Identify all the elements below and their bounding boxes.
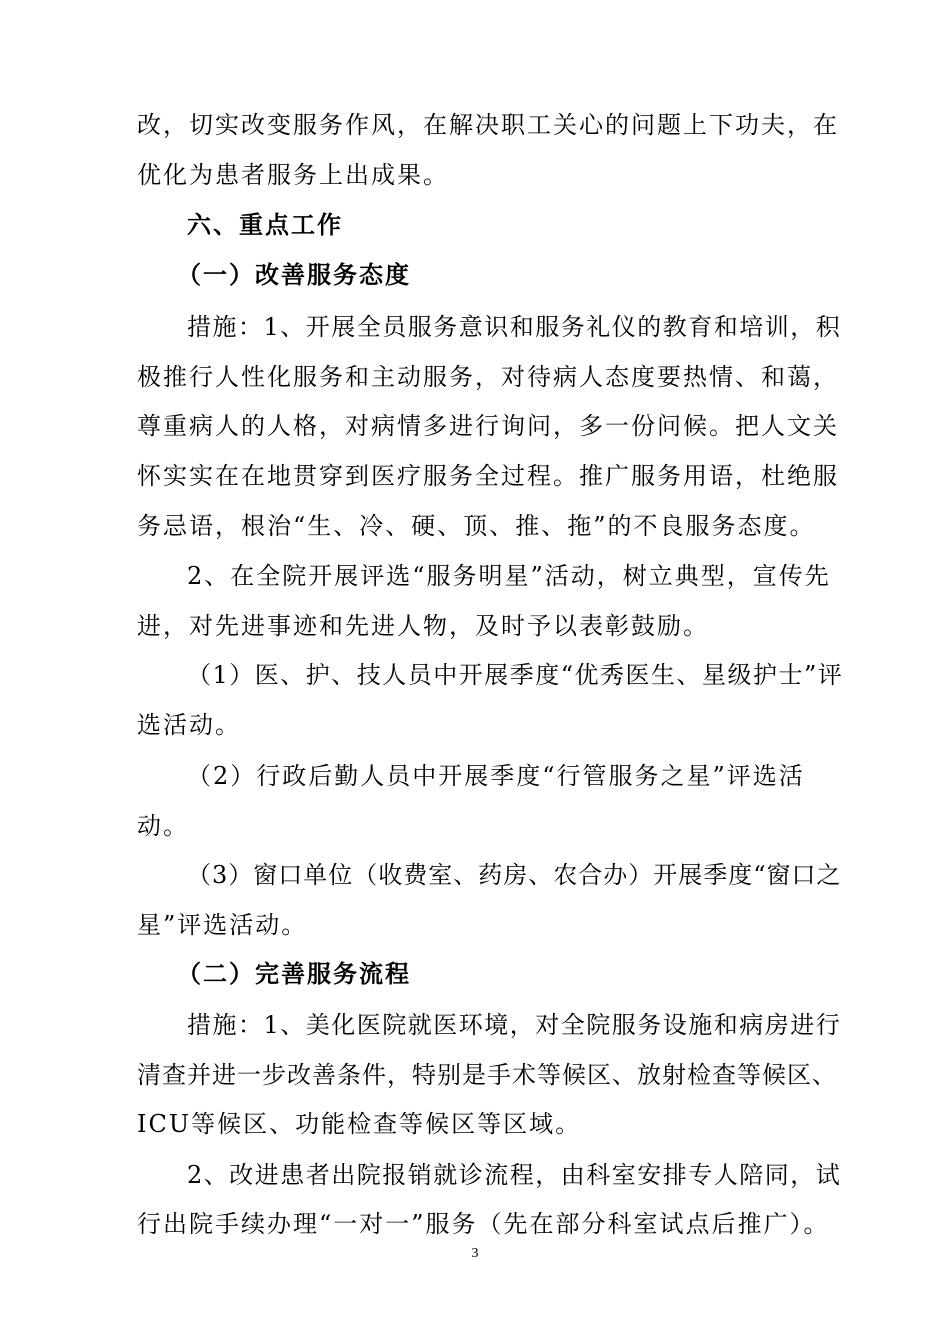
body-line: 怀实实在在地贯穿到医疗服务全过程。推广服务用语，杜绝服	[137, 462, 839, 490]
subsection-heading: （二）完善服务流程	[177, 959, 411, 988]
body-line: 清查并进一步改善条件，特别是手术等候区、放射检查等候区、	[137, 1061, 837, 1089]
body-line: 动。	[137, 812, 189, 840]
body-line: 2、改进患者出院报销就诊流程，由科室安排专人陪同，试	[187, 1161, 842, 1189]
body-line: ICU等候区、功能检查等候区等区域。	[137, 1110, 582, 1138]
body-line: 措施：1、美化医院就医环境，对全院服务设施和病房进行	[187, 1011, 842, 1039]
body-line: 行出院手续办理“一对一”服务（先在部分科室试点后推广）。	[137, 1210, 830, 1238]
body-line: 措施：1、开展全员服务意识和服务礼仪的教育和培训，积	[187, 313, 842, 341]
body-line: （2）行政后勤人员中开展季度“行管服务之星”评选活	[187, 762, 805, 790]
body-line: （1）医、护、技人员中开展季度“优秀医生、星级护士”评	[187, 661, 844, 689]
body-line: 进，对先进事迹和先进人物，及时予以表彰鼓励。	[137, 612, 709, 640]
body-line: （3）窗口单位（收费室、药房、农合办）开展季度“窗口之	[187, 861, 842, 889]
subsection-heading: （一）改善服务态度	[177, 260, 411, 289]
body-line: 选活动。	[137, 711, 241, 739]
section-heading: 六、重点工作	[187, 210, 343, 239]
page-number: 3	[471, 1246, 479, 1261]
body-line: 2、在全院开展评选“服务明星”活动，树立典型，宣传先	[187, 562, 831, 590]
body-line: 改，切实改变服务作风，在解决职工关心的问题上下功夫，在	[137, 111, 839, 139]
body-line: 极推行人性化服务和主动服务，对待病人态度要热情、和蔼，	[137, 363, 839, 391]
body-line: 尊重病人的人格，对病情多进行询问，多一份问候。把人文关	[137, 412, 839, 440]
body-line: 务忌语，根治“生、冷、硬、顶、推、拖”的不良服务态度。	[137, 512, 816, 540]
body-line: 星”评选活动。	[137, 911, 308, 939]
body-line: 优化为患者服务上出成果。	[137, 161, 449, 189]
